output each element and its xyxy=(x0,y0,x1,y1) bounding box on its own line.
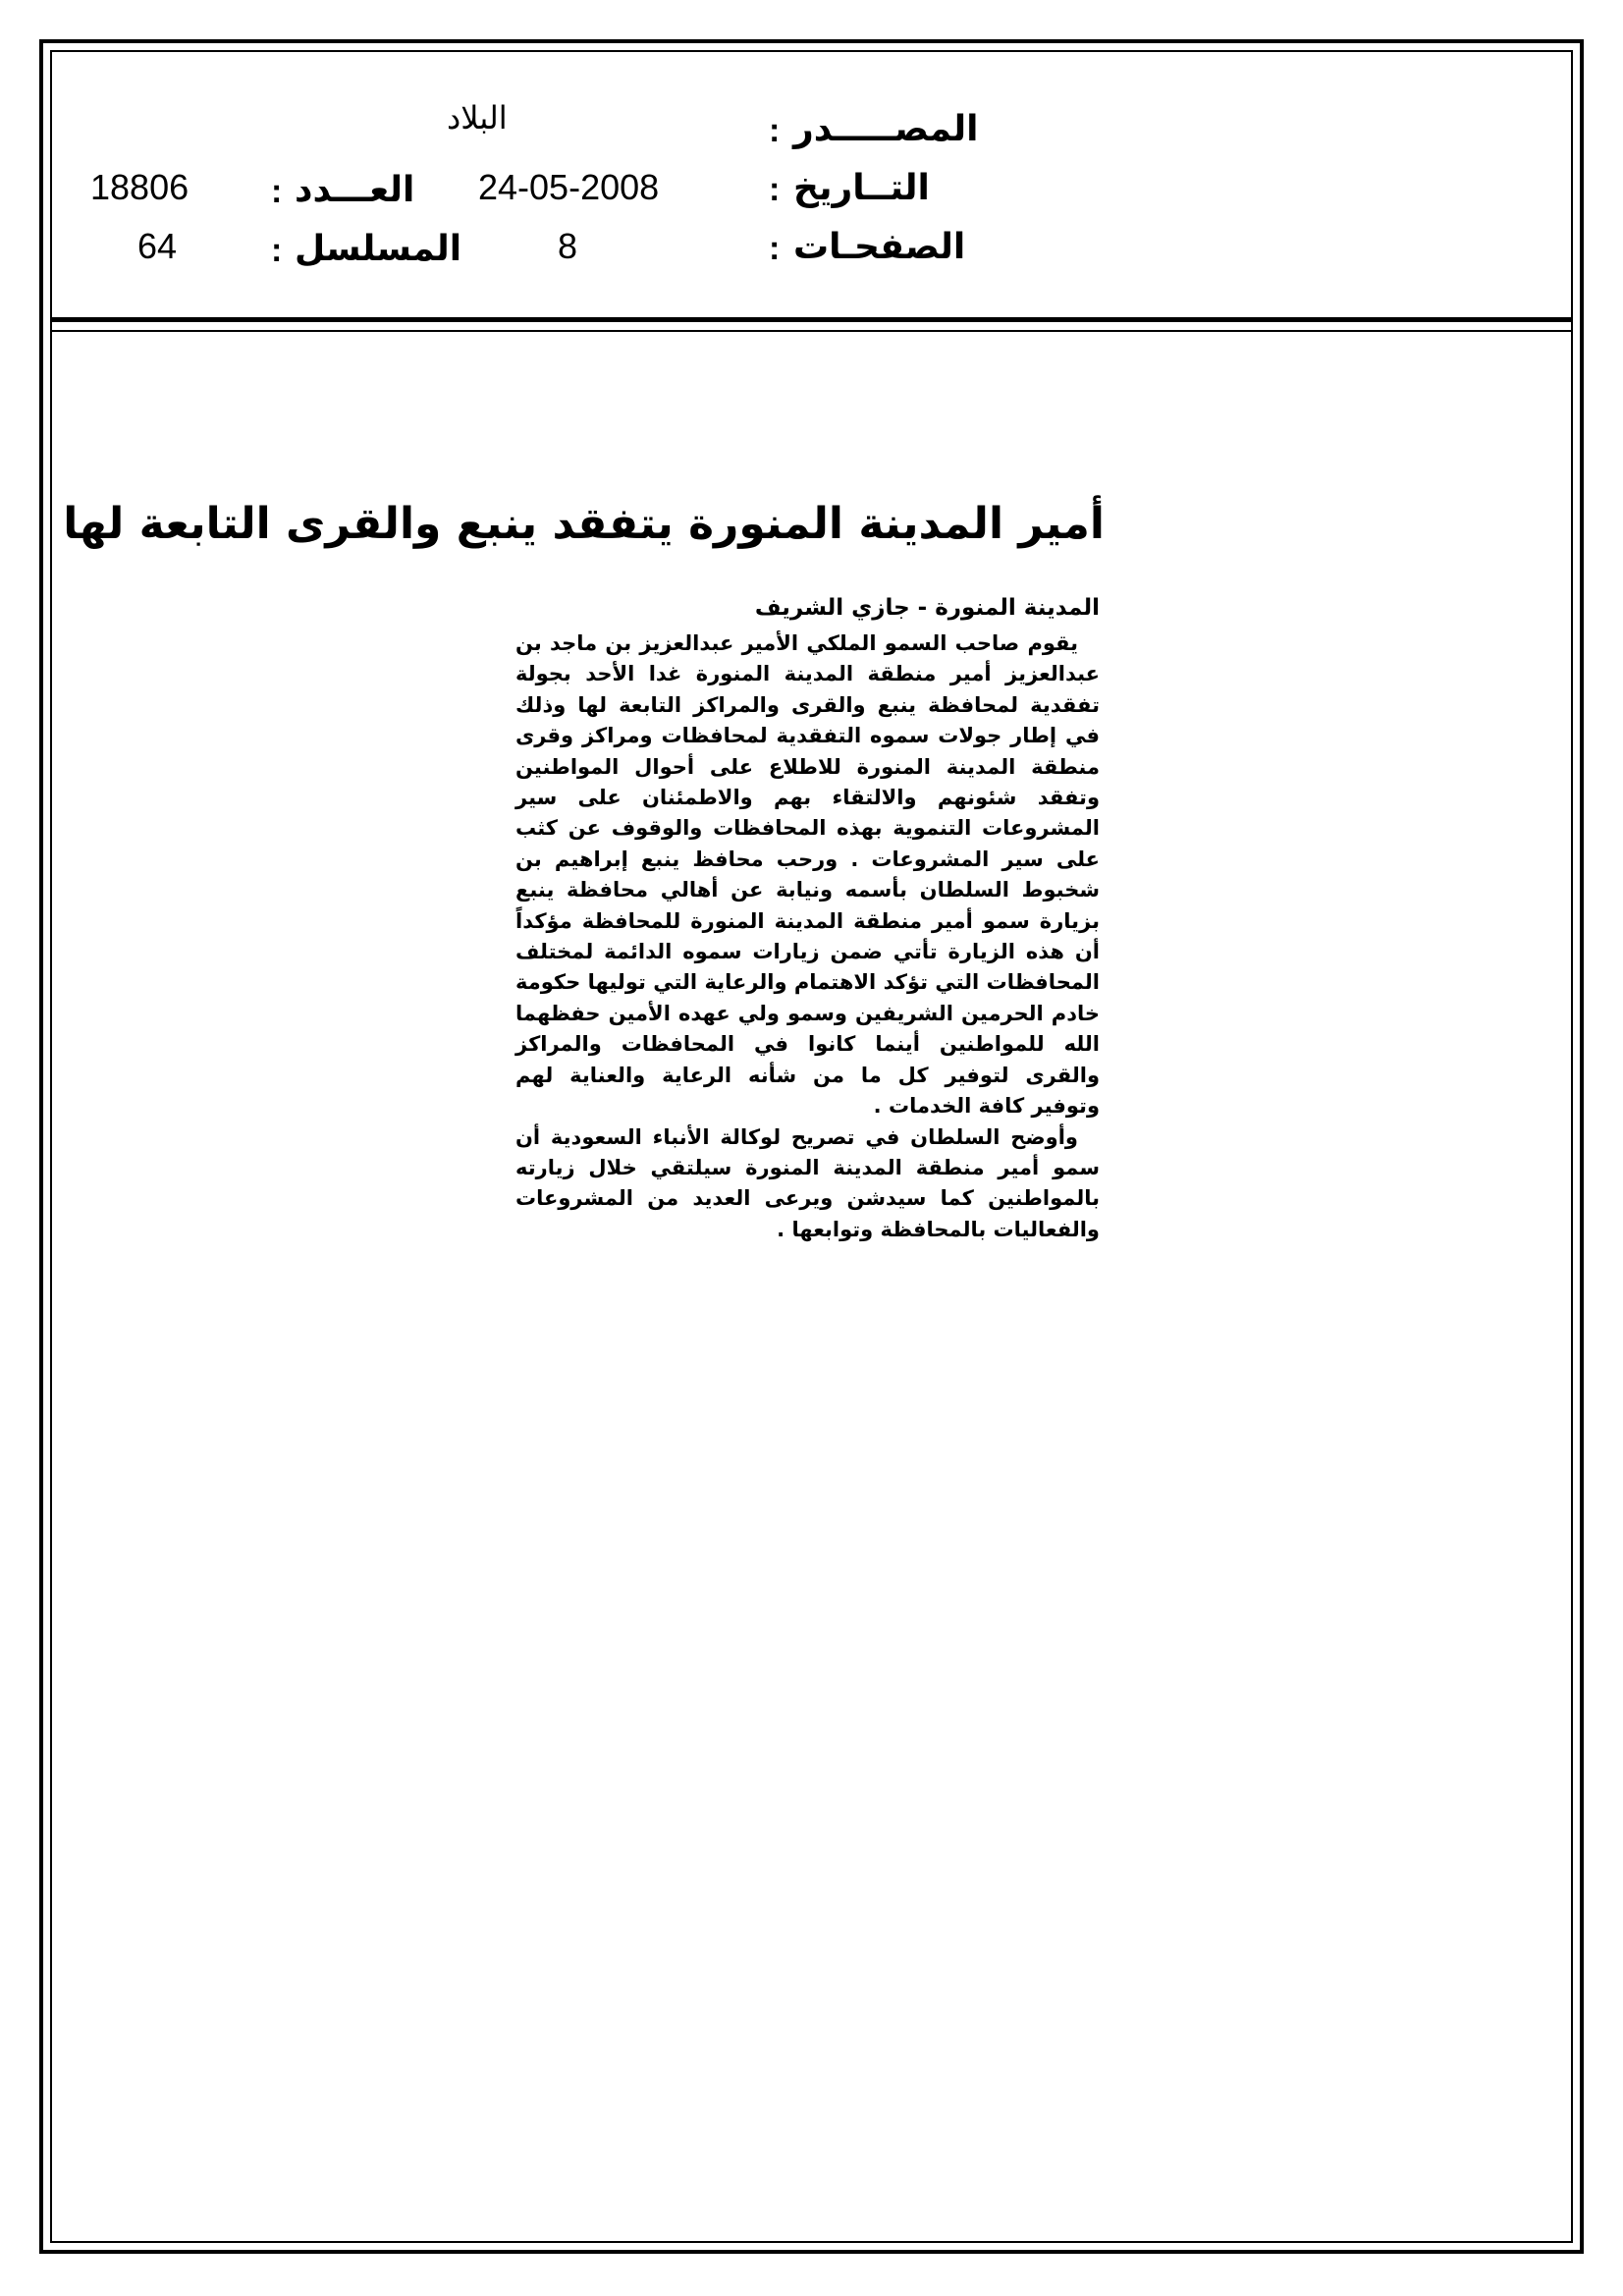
issue-colon: : xyxy=(271,173,283,210)
header-separator-thin xyxy=(50,330,1573,332)
date-label: التــاريخ xyxy=(793,168,930,208)
article-paragraph: يقوم صاحب السمو الملكي الأمير عبدالعزيز بن ماجد بن عبدالعزيز أمير منطقة المدينة المنورة غدا الأحد بجولة تفقدية لمحافظة ينبع والقرى والمراكز التابعة لها وذلك في إطار جولات سموه التفقدية لمحافظات ومراكز وقرى منطقة المدينة المنورة للاطلاع على أحوال المواطنين وتفقد شئونهم والالتقاء بهم والاطمئنان على سير المشروعات التنموية بهذه المحافظات والوقوف عن كثب على سير المشروعات . ورحب محافظ ينبع إبراهيم بن شخبوط السلطان بأسمه ونيابة عن أهالي محافظة ينبع بزيارة سمو أمير منطقة المدينة المنورة للمحافظة مؤكداً أن هذه الزيارة تأتي ضمن زيارات سموه الدائمة لمختلف المحافظات التي تؤكد الاهتمام والرعاية التي توليها حكومة خادم الحرمين الشريفين وسمو ولي عهده الأمين حفظهما الله للمواطنين أينما كانوا في المحافظات والمراكز والقرى لتوفير كل ما من شأنه الرعاية والعناية لهم وتوفير كافة الخدمات . xyxy=(515,631,1100,1119)
source-value: البلاد xyxy=(447,99,508,137)
article-byline: المدينة المنورة - جازي الشريف xyxy=(754,595,1100,621)
serial-label: المسلسل xyxy=(295,229,462,269)
source-colon: : xyxy=(769,112,781,149)
serial-value: 64 xyxy=(137,226,178,266)
issue-label: العـــدد xyxy=(295,170,415,210)
date-colon: : xyxy=(769,171,781,208)
issue-value: 18806 xyxy=(90,167,189,207)
article-headline: أمير المدينة المنورة يتفقد ينبع والقرى التابعة لها xyxy=(63,499,1105,549)
header-separator-thick xyxy=(50,317,1573,322)
source-label: المصـــــدر xyxy=(793,109,979,149)
pages-label: الصفحـات xyxy=(793,227,966,267)
date-value: 24-05-2008 xyxy=(478,167,660,207)
serial-colon: : xyxy=(271,232,283,269)
pages-value: 8 xyxy=(558,226,578,266)
pages-colon: : xyxy=(769,230,781,267)
article-paragraph: وأوضح السلطان في تصريح لوكالة الأنباء السعودية أن سمو أمير منطقة المدينة المنورة سيلتقي خلال زيارته بالمواطنين كما سيدشن ويرعى العديد من المشروعات والفعاليات بالمحافظة وتوابعها . xyxy=(515,1124,1100,1241)
article-body xyxy=(515,629,1100,1245)
